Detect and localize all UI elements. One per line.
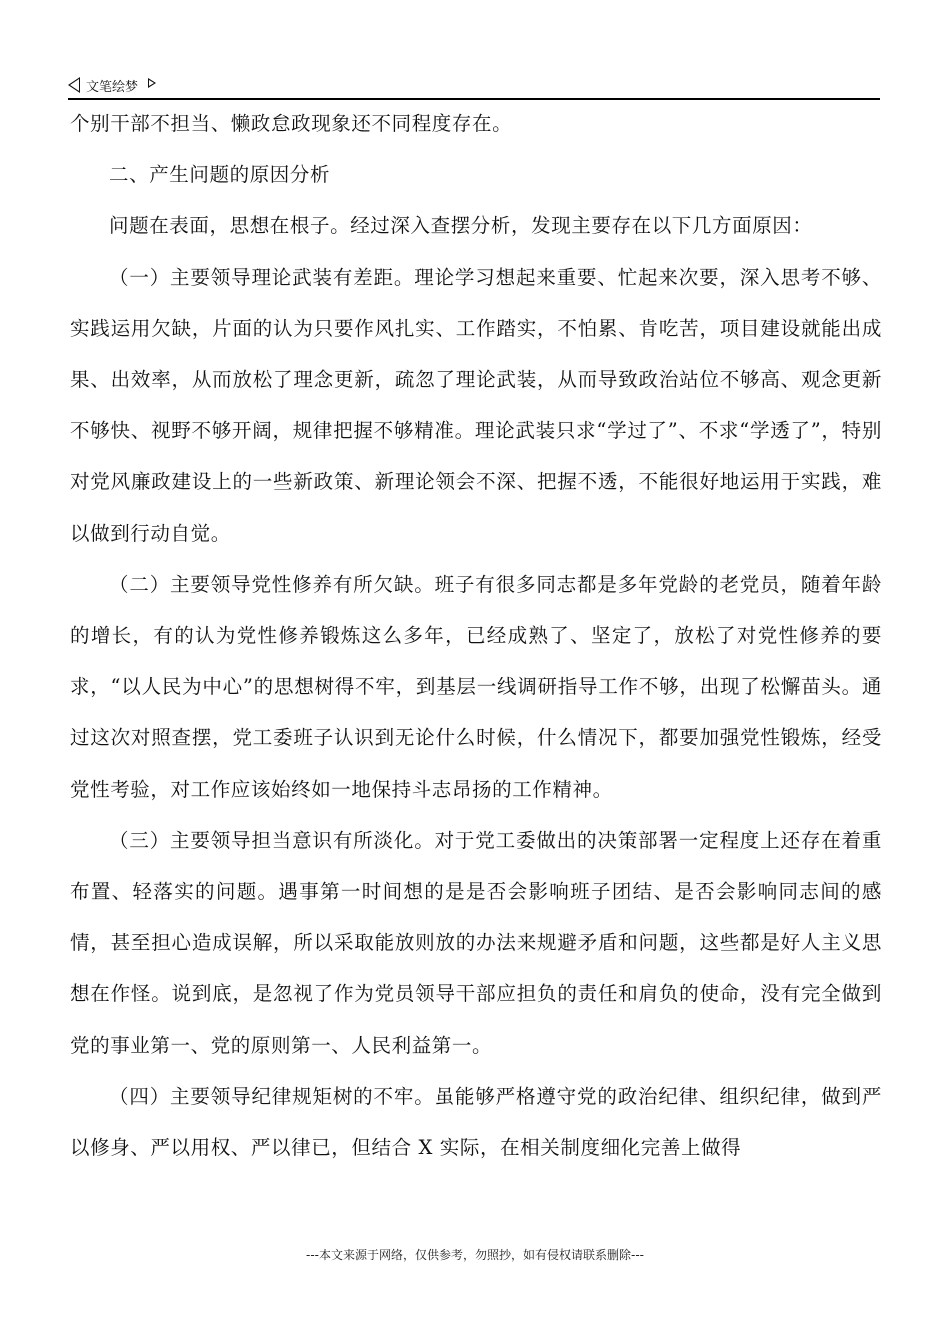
header-brand [68,74,156,96]
header-brand-text: 文笔绘梦 [86,79,139,95]
footer-notice: ---本文来源于网络，仅供参考，勿照抄，如有侵权请联系删除--- [306,1248,644,1262]
section-heading: 二、产生问题的原因分析 [109,163,331,187]
paragraph-item-2: （二）主要领导党性修养有所欠缺。班子有很多同志都是多年党龄的老党员，随着年龄的增长，有的认为党性修养锻炼这么多年，已经成熟了、坚定了，放松了对党性修养的要求，“以人民为中心”的思想树得不牢，到基层一线调研指导工作不够，出现了松懈苗头。通过这次对照查摆，党工委班子认识到无论什么时候，什么情况下，都要加强党性锻炼，经受党性考验，对工作应该始终如一地保持斗志昂扬的工作精神。 [70,572,882,801]
paragraph-item-3: （三）主要领导担当意识有所淡化。对于党工委做出的决策部署一定程度上还存在着重布置、轻落实的问题。遇事第一时间想的是是否会影响班子团结、是否会影响同志间的感情，甚至担心造成误解，所以采取能放则放的办法来规避矛盾和问题，这些都是好人主义思想在作怪。说到底，是忽视了作为党员领导干部应担负的责任和肩负的使命，没有完全做到党的事业第一、党的原则第一、人民利益第一。 [70,828,882,1057]
page-header [68,74,880,100]
triangle-left-icon [68,77,80,93]
triangle-right-icon [148,78,156,88]
paragraph-item-4: （四）主要领导纪律规矩树的不牢。虽能够严格遵守党的政治纪律、组织纪律，做到严以修身、严以用权、严以律已，但结合 X 实际，在相关制度细化完善上做得 [70,1084,882,1160]
paragraph-intro: 问题在表面，思想在根子。经过深入查摆分析，发现主要存在以下几方面原因： [109,214,813,238]
paragraph-continuation: 个别干部不担当、懒政怠政现象还不同程度存在。 [70,112,513,135]
document-body [70,98,882,1173]
paragraph-item-1: （一）主要领导理论武装有差距。理论学习想起来重要、忙起来次要，深入思考不够、实践运用欠缺，片面的认为只要作风扎实、工作踏实，不怕累、肯吃苦，项目建设就能出成果、出效率，从而放松了理念更新，疏忽了理论武装，从而导致政治站位不够高、观念更新不够快、视野不够开阔，规律把握不够精准。理论武装只求“学过了”、不求“学透了”，特别对党风廉政建设上的一些新政策、新理论领会不深、把握不透，不能很好地运用于实践，难以做到行动自觉。 [70,265,882,545]
